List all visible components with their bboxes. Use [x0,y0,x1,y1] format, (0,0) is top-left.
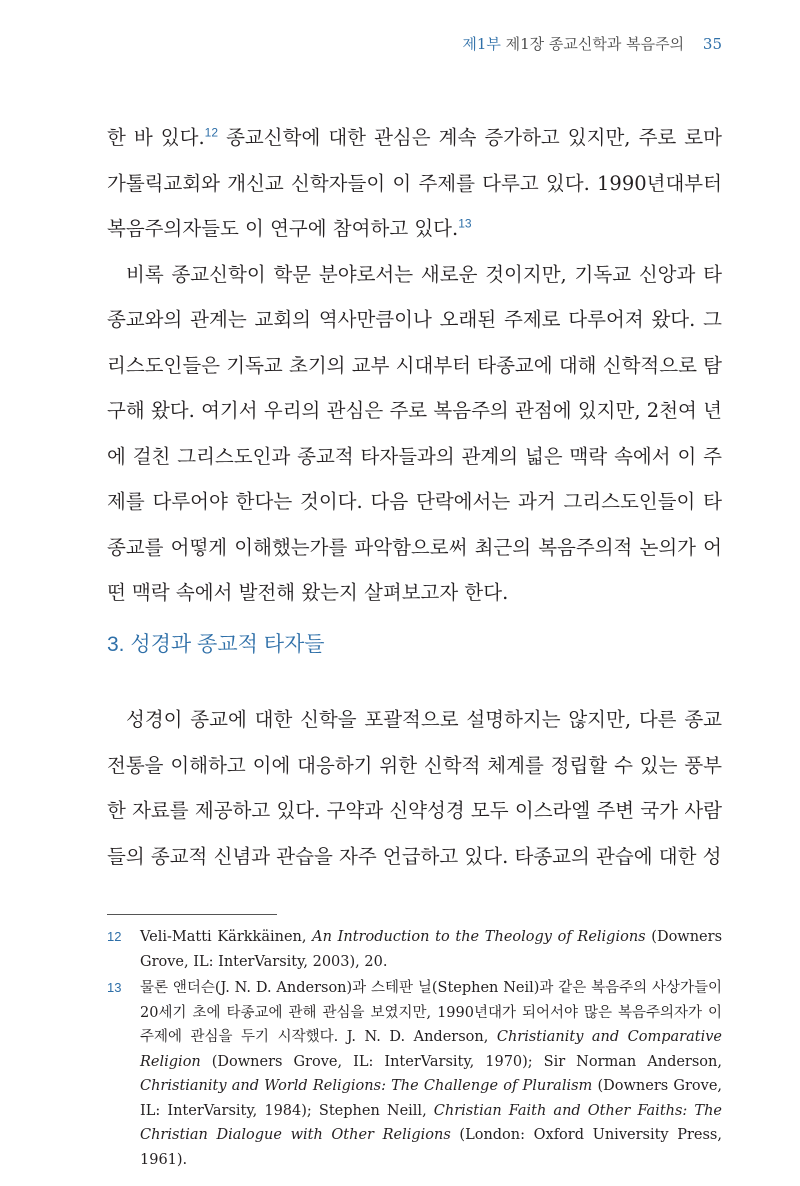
footnote-number: 13 [107,980,122,995]
header-chapter: 제1장 종교신학과 복음주의 [505,35,685,53]
footnote-title: Christianity and Comparative Religion [140,1029,722,1070]
paragraph-3: 성경이 종교에 대한 신학을 포괄적으로 설명하지는 않지만, 다른 종교전통을 이해하고 이에 대응하기 위한 신학적 체계를 정립할 수 있는 풍부한 자료를 제공하고 있다. 구약과 신약성경 모두 이스라엘 주변 국가 사람들의 종교적 신념과 관습을 자주 언급하고 있다. 타종교의 관습에 대한 성 [107,708,722,868]
footnote-title: Christianity and World Religions: The Challenge of Pluralism [140,1078,593,1094]
footnote-divider [107,914,277,915]
footnote-text: Veli-Matti Kärkkäinen, [140,929,313,945]
footnotes [107,925,722,1174]
body-block-1 [107,115,722,616]
footnote-text: (Downers Grove, IL: InterVarsity, 2003), 20. [140,929,723,970]
footnote-text: 물론 앤더슨(J. N. D. Anderson)과 스테판 닐(Stephen Neil)과 같은 복음주의 사상가들이 20세기 초에 타종교에 관해 관심을 보였지만, 1990년대가 되어서야 많은 복음주의자가 이 주제에 관심을 두기 시작했다. J. N. D. Anderson, [140,980,722,1045]
paragraph-1-text-a: 한 바 있다. [107,126,205,149]
paragraph-2: 비록 종교신학이 학문 분야로서는 새로운 것이지만, 기독교 신앙과 타종교와의 관계는 교회의 역사만큼이나 오래된 주제로 다루어져 왔다. 그리스도인들은 기독교 초기의 교부 시대부터 타종교에 대해 신학적으로 탐구해 왔다. 여기서 우리의 관심은 주로 복음주의 관점에 있지만, 2천여 년에 걸친 그리스도인과 종교적 타자들과의 관계의 넓은 맥락 속에서 이 주제를 다루어야 한다는 것이다. 다음 단락에서는 과거 그리스도인들이 타종교를 어떻게 이해했는가를 파악함으로써 최근의 복음주의적 논의가 어떤 맥락 속에서 발전해 왔는지 살펴보고자 한다. [107,262,722,604]
paragraph-1 [107,115,722,252]
footnote-text: (Downers Grove, IL: InterVarsity, 1984); Stephen Neill, [140,1078,723,1119]
page-number: 35 [702,35,722,53]
paragraph-1-text-b: 종교신학에 대한 관심은 계속 증가하고 있지만, 주로 로마가톨릭교회와 개신교 신학자들이 이 주제를 다루고 있다. 1990년대부터 복음주의자들도 이 연구에 참여하고 있다. [107,126,722,240]
footnote-12 [107,925,722,974]
footnote-title: An Introduction to the Theology of Religions [312,929,646,945]
footnote-text: (Downers Grove, IL: InterVarsity, 1970); Sir Norman Anderson, [200,1053,722,1070]
header-part: 제1부 [462,35,501,53]
footnote-number: 12 [107,929,122,944]
section-heading: 3. 성경과 종교적 타자들 [107,633,325,656]
footnote-13 [107,976,722,1172]
footnote-ref-13[interactable]: 13 [458,216,472,231]
footnote-title: Christian Faith and Other Faiths: The Christian Dialogue with Other Religions [140,1102,723,1143]
body-block-2 [107,697,722,879]
footnote-text: (London: Oxford University Press, 1961). [140,1127,722,1168]
footnote-ref-12[interactable]: 12 [204,125,219,140]
running-header [462,33,722,54]
